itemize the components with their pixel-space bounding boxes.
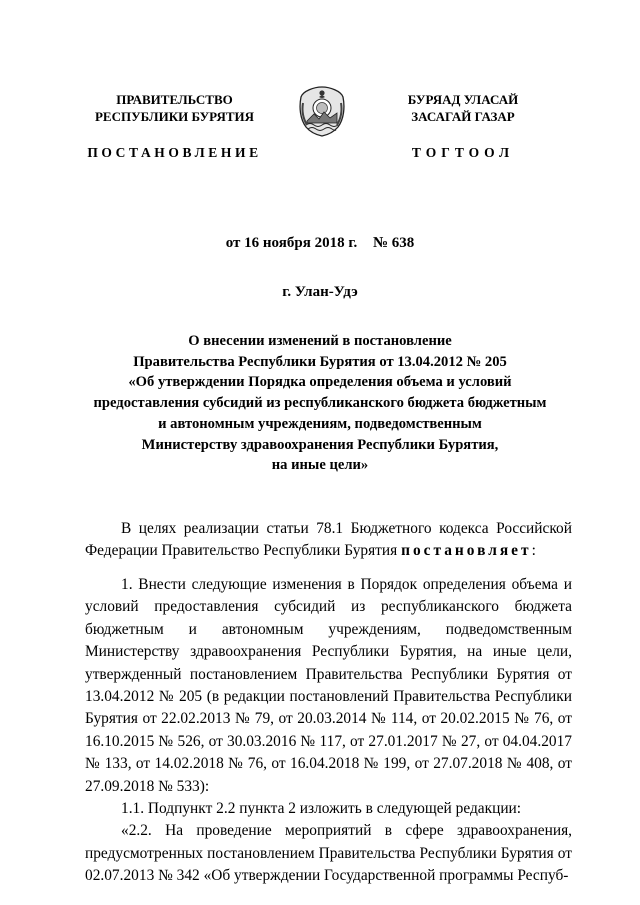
item-1-1: 1.1. Подпункт 2.2 пункта 2 изложить в следующей редакции: bbox=[121, 800, 522, 818]
header-left-doc-type: ПОСТАНОВЛЕНИЕ bbox=[87, 145, 262, 160]
document-city: г. Улан-Удэ bbox=[282, 284, 358, 300]
document-date-number bbox=[0, 235, 640, 252]
document-date: от 16 ноября 2018 г. bbox=[225, 235, 358, 251]
title-line: на иные цели» bbox=[271, 457, 369, 474]
header-left-line2: РЕСПУБЛИКИ БУРЯТИЯ bbox=[94, 109, 255, 124]
document-title bbox=[90, 331, 550, 476]
preamble-paragraph bbox=[85, 518, 572, 563]
header-right-block bbox=[378, 91, 548, 161]
header-left-line1: ПРАВИТЕЛЬСТВО bbox=[116, 92, 233, 107]
body-items bbox=[85, 574, 572, 888]
title-line: О внесении изменений в постановление bbox=[188, 333, 452, 349]
title-line: предоставления субсидий из республиканского бюджета бюджетным bbox=[93, 395, 547, 412]
title-line: «Об утверждении Порядка определения объема и условий bbox=[128, 374, 512, 391]
header-right-doc-type: ТОГТООЛ bbox=[411, 145, 515, 160]
title-line: Правительства Республики Бурятия от 13.04.2012 № 205 bbox=[133, 353, 507, 370]
preamble-text: В целях реализации статьи 78.1 Бюджетного кодекса Российской Федерации Правительство Республики Бурятия bbox=[85, 520, 572, 560]
title-line: Министерству здравоохранения Республики Бурятия, bbox=[141, 436, 499, 453]
resolves-word: постановляет bbox=[401, 542, 532, 560]
coat-of-arms-icon bbox=[297, 85, 347, 137]
header-left-block bbox=[82, 91, 267, 161]
header-right-line1: БУРЯАД УЛАСАЙ bbox=[407, 92, 519, 107]
document-number: № 638 bbox=[372, 235, 415, 251]
preamble-colon: : bbox=[531, 542, 536, 560]
header-right-line2: ЗАСАГАЙ ГАЗАР bbox=[411, 109, 515, 124]
item-1: 1. Внести следующие изменения в Порядок определения объема и условий предоставления субсидий из республиканского бюджета бюджетным и автономным учреждениям, подведомственным Министерству здравоохранения Республики Бурятия, на иные цели, утвержденный постановлением Правительства Республики Бурятия от 13.04.2012 № 205 (в редакции постановлений Правительства Республики Бурятия от 22.02.2013 № 79, от 20.03.2014 № 114, от 20.02.2015 № 76, от 16.10.2015 № 526, от 30.03.2016 № 117, от 27.01.2017 № 27, от 04.04.2017 № 133, от 14.02.2018 № 76, от 16.04.2018 № 199, от 27.07.2018 № 408, от 27.09.2018 № 533): bbox=[85, 576, 572, 795]
title-line: и автономным учреждениям, подведомственным bbox=[158, 415, 482, 432]
item-2-2: «2.2. На проведение мероприятий в сфере здравоохранения, предусмотренных постановлением Правительства Республики Бурятия от 02.07.2013 № 342 «Об утверждении Государственной программы Респуб- bbox=[85, 822, 572, 885]
